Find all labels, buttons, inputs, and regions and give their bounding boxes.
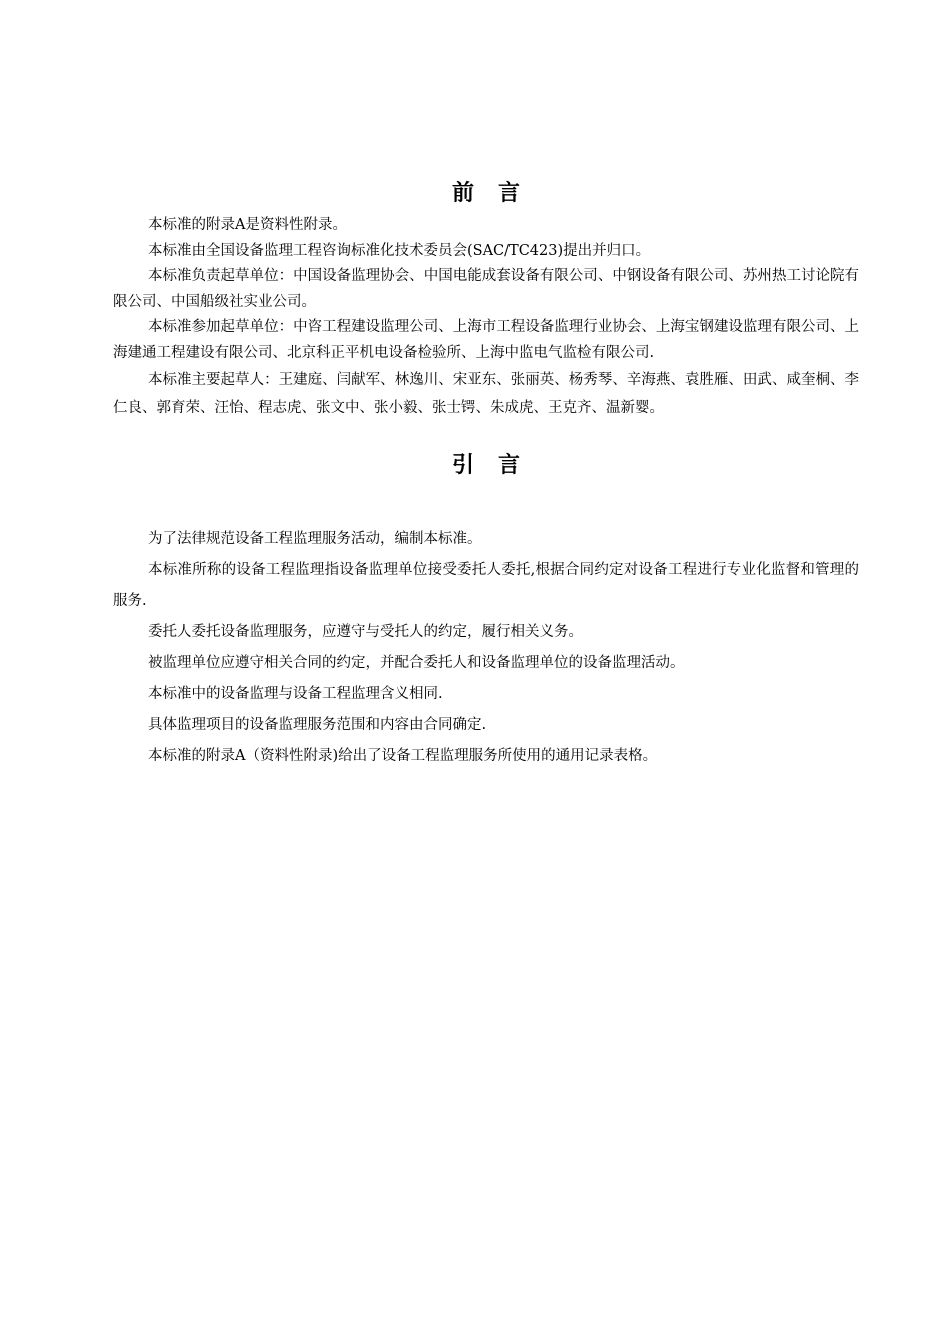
foreword-paragraph-5: 本标准主要起草人：王建庭、闫献军、林逸川、宋亚东、张丽英、杨秀琴、辛海燕、袁胜雁、田武、咸奎桐、李仁良、郭育荣、汪怡、程志虎、张文中、张小毅、张士锷、朱成虎、王克齐、温新婴。 [113, 372, 859, 416]
introduction-section [113, 524, 859, 772]
foreword-paragraph-4: 本标准参加起草单位：中咨工程建设监理公司、上海市工程设备监理行业协会、上海宝钢建设监理有限公司、上海建通工程建设有限公司、北京科正平机电设备检验所、上海中监电气监检有限公司. [113, 319, 859, 361]
foreword-paragraph-2: 本标准由全国设备监理工程咨询标准化技术委员会(SAC/TC423)提出并归口。 [148, 242, 651, 259]
foreword-paragraph-1: 本标准的附录A是资料性附录。 [148, 217, 347, 233]
introduction-paragraph-4: 被监理单位应遵守相关合同的约定，并配合委托人和设备监理单位的设备监理活动。 [148, 655, 685, 671]
foreword-paragraph-3: 本标准负责起草单位：中国设备监理协会、中国电能成套设备有限公司、中钢设备有限公司、苏州热工讨论院有限公司、中国船级社实业公司。 [113, 268, 859, 310]
introduction-paragraph-3: 委托人委托设备监理服务，应遵守与受托人的约定，履行相关义务。 [148, 624, 583, 640]
introduction-paragraph-5: 本标准中的设备监理与设备工程监理含义相同. [148, 686, 443, 702]
introduction-heading: 引言 [451, 453, 544, 478]
introduction-paragraph-6: 具体监理项目的设备监理服务范围和内容由合同确定. [148, 717, 487, 733]
foreword-heading: 前言 [451, 181, 544, 206]
introduction-paragraph-2: 本标准所称的设备工程监理指设备监理单位接受委托人委托,根据合同约定对设备工程进行专业化监督和管理的服务. [113, 562, 859, 609]
introduction-paragraph-1: 为了法律规范设备工程监理服务活动，编制本标准。 [148, 531, 482, 547]
foreword-section [113, 213, 859, 422]
introduction-paragraph-7: 本标准的附录A（资料性附录)给出了设备工程监理服务所使用的通用记录表格。 [148, 748, 658, 764]
